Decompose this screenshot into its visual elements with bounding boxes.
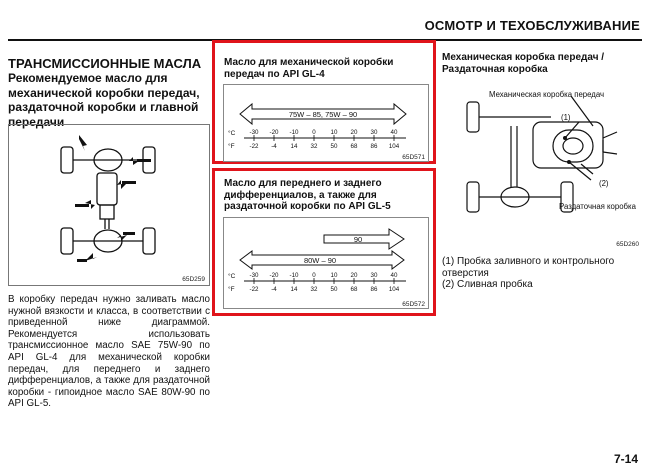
highlight-box-gl4 [212, 40, 436, 164]
label-transfer-case: Раздаточная коробка [559, 202, 636, 211]
fahrenheit-tick-label: -22 [249, 143, 259, 150]
temperature-scale-gl5 [223, 217, 429, 309]
celsius-tick-label: -30 [249, 272, 259, 279]
fahrenheit-tick-label: 104 [388, 143, 400, 150]
celsius-label: °C [228, 130, 236, 137]
section-title: ТРАНСМИССИОННЫЕ МАСЛА [8, 56, 202, 71]
legend-item: (2) Сливная пробка [442, 279, 533, 290]
body-paragraph: В коробку передач нужно заливать масло нужной вязкости и класса, в соответствии с приведенной ниже диаграммой. Рекомендуется использовать трансмиссионное масло SAE 75W-90 по API GL-4 для механической коробки передач, для переднего и заднего дифференциалов, а также для раздаточной коробки - гипоидное масло SAE 80W-90 по API GL-5. [8, 294, 210, 410]
temperature-scale-gl4 [223, 84, 429, 162]
fahrenheit-label: °F [228, 143, 235, 150]
transmission-diagram [441, 82, 641, 248]
fahrenheit-tick-label: 50 [330, 286, 338, 293]
viscosity-bar-90 [324, 229, 404, 249]
fahrenheit-label: °F [228, 286, 235, 293]
celsius-tick-label: 10 [330, 129, 338, 136]
celsius-label: °C [228, 273, 236, 280]
celsius-tick-label: 20 [350, 272, 358, 279]
celsius-tick-label: 30 [370, 129, 378, 136]
fahrenheit-tick-label: 86 [370, 286, 378, 293]
celsius-tick-label: -30 [249, 129, 259, 136]
celsius-tick-label: 10 [330, 272, 338, 279]
celsius-tick-label: -20 [269, 272, 279, 279]
box-gl4-title: Масло для механической коробки передач по API GL-4 [224, 57, 394, 80]
page-number: 7-14 [613, 452, 638, 466]
celsius-tick-label: -10 [289, 129, 299, 136]
celsius-tick-label: 0 [312, 272, 316, 279]
right-section-title: Механическая коробка передач / Раздаточная коробка [442, 52, 605, 75]
legend-item: (1) Пробка заливного и контрольного отверстия [442, 256, 615, 279]
fahrenheit-tick-label: -22 [249, 286, 259, 293]
fahrenheit-tick-label: 68 [350, 143, 358, 150]
figure-code: 65D260 [616, 241, 639, 248]
celsius-tick-label: 0 [312, 129, 316, 136]
bar-label-90: 90 [353, 235, 363, 244]
celsius-tick-label: 40 [390, 272, 398, 279]
transmission-figure [441, 82, 641, 248]
fahrenheit-tick-label: -4 [271, 286, 277, 293]
fahrenheit-tick-label: -4 [271, 143, 277, 150]
celsius-tick-label: 40 [390, 129, 398, 136]
page-header-title: ОСМОТР И ТЕХОБСЛУЖИВАНИЕ [424, 18, 640, 33]
celsius-tick-label: -10 [289, 272, 299, 279]
fahrenheit-tick-label: 68 [350, 286, 358, 293]
label-manual-transmission: Механическая коробка передач [489, 90, 605, 99]
callout-1: (1) [561, 113, 571, 122]
highlight-box-gl5 [212, 168, 436, 316]
fahrenheit-tick-label: 32 [310, 286, 318, 293]
figure-code: 65D571 [402, 154, 425, 161]
fahrenheit-tick-label: 32 [310, 143, 318, 150]
fahrenheit-tick-label: 86 [370, 143, 378, 150]
scale-gl4-svg [224, 85, 428, 161]
celsius-tick-label: 20 [350, 129, 358, 136]
fahrenheit-tick-label: 14 [290, 286, 298, 293]
celsius-tick-label: 30 [370, 272, 378, 279]
celsius-tick-label: -20 [269, 129, 279, 136]
scale-gl5-svg [224, 218, 428, 308]
figure-code: 65D259 [182, 276, 205, 283]
bar-label-80w90: 80W – 90 [303, 256, 337, 265]
fahrenheit-tick-label: 104 [388, 286, 400, 293]
fahrenheit-tick-label: 14 [290, 143, 298, 150]
callout-2: (2) [599, 179, 609, 188]
bar-label-75w90: 75W – 85, 75W – 90 [288, 110, 358, 119]
drivetrain-figure [8, 124, 210, 286]
box-gl5-title: Масло для переднего и заднего дифференциалов, а также для раздаточной коробки по API GL-5 [224, 178, 391, 212]
figure-code: 65D572 [402, 301, 425, 308]
section-subtitle: Рекомендуемое масло для механической коробки передач, раздаточной коробки и главной передачи [8, 71, 200, 129]
drivetrain-diagram [9, 125, 209, 285]
legend-list [442, 256, 642, 291]
fahrenheit-tick-label: 50 [330, 143, 338, 150]
